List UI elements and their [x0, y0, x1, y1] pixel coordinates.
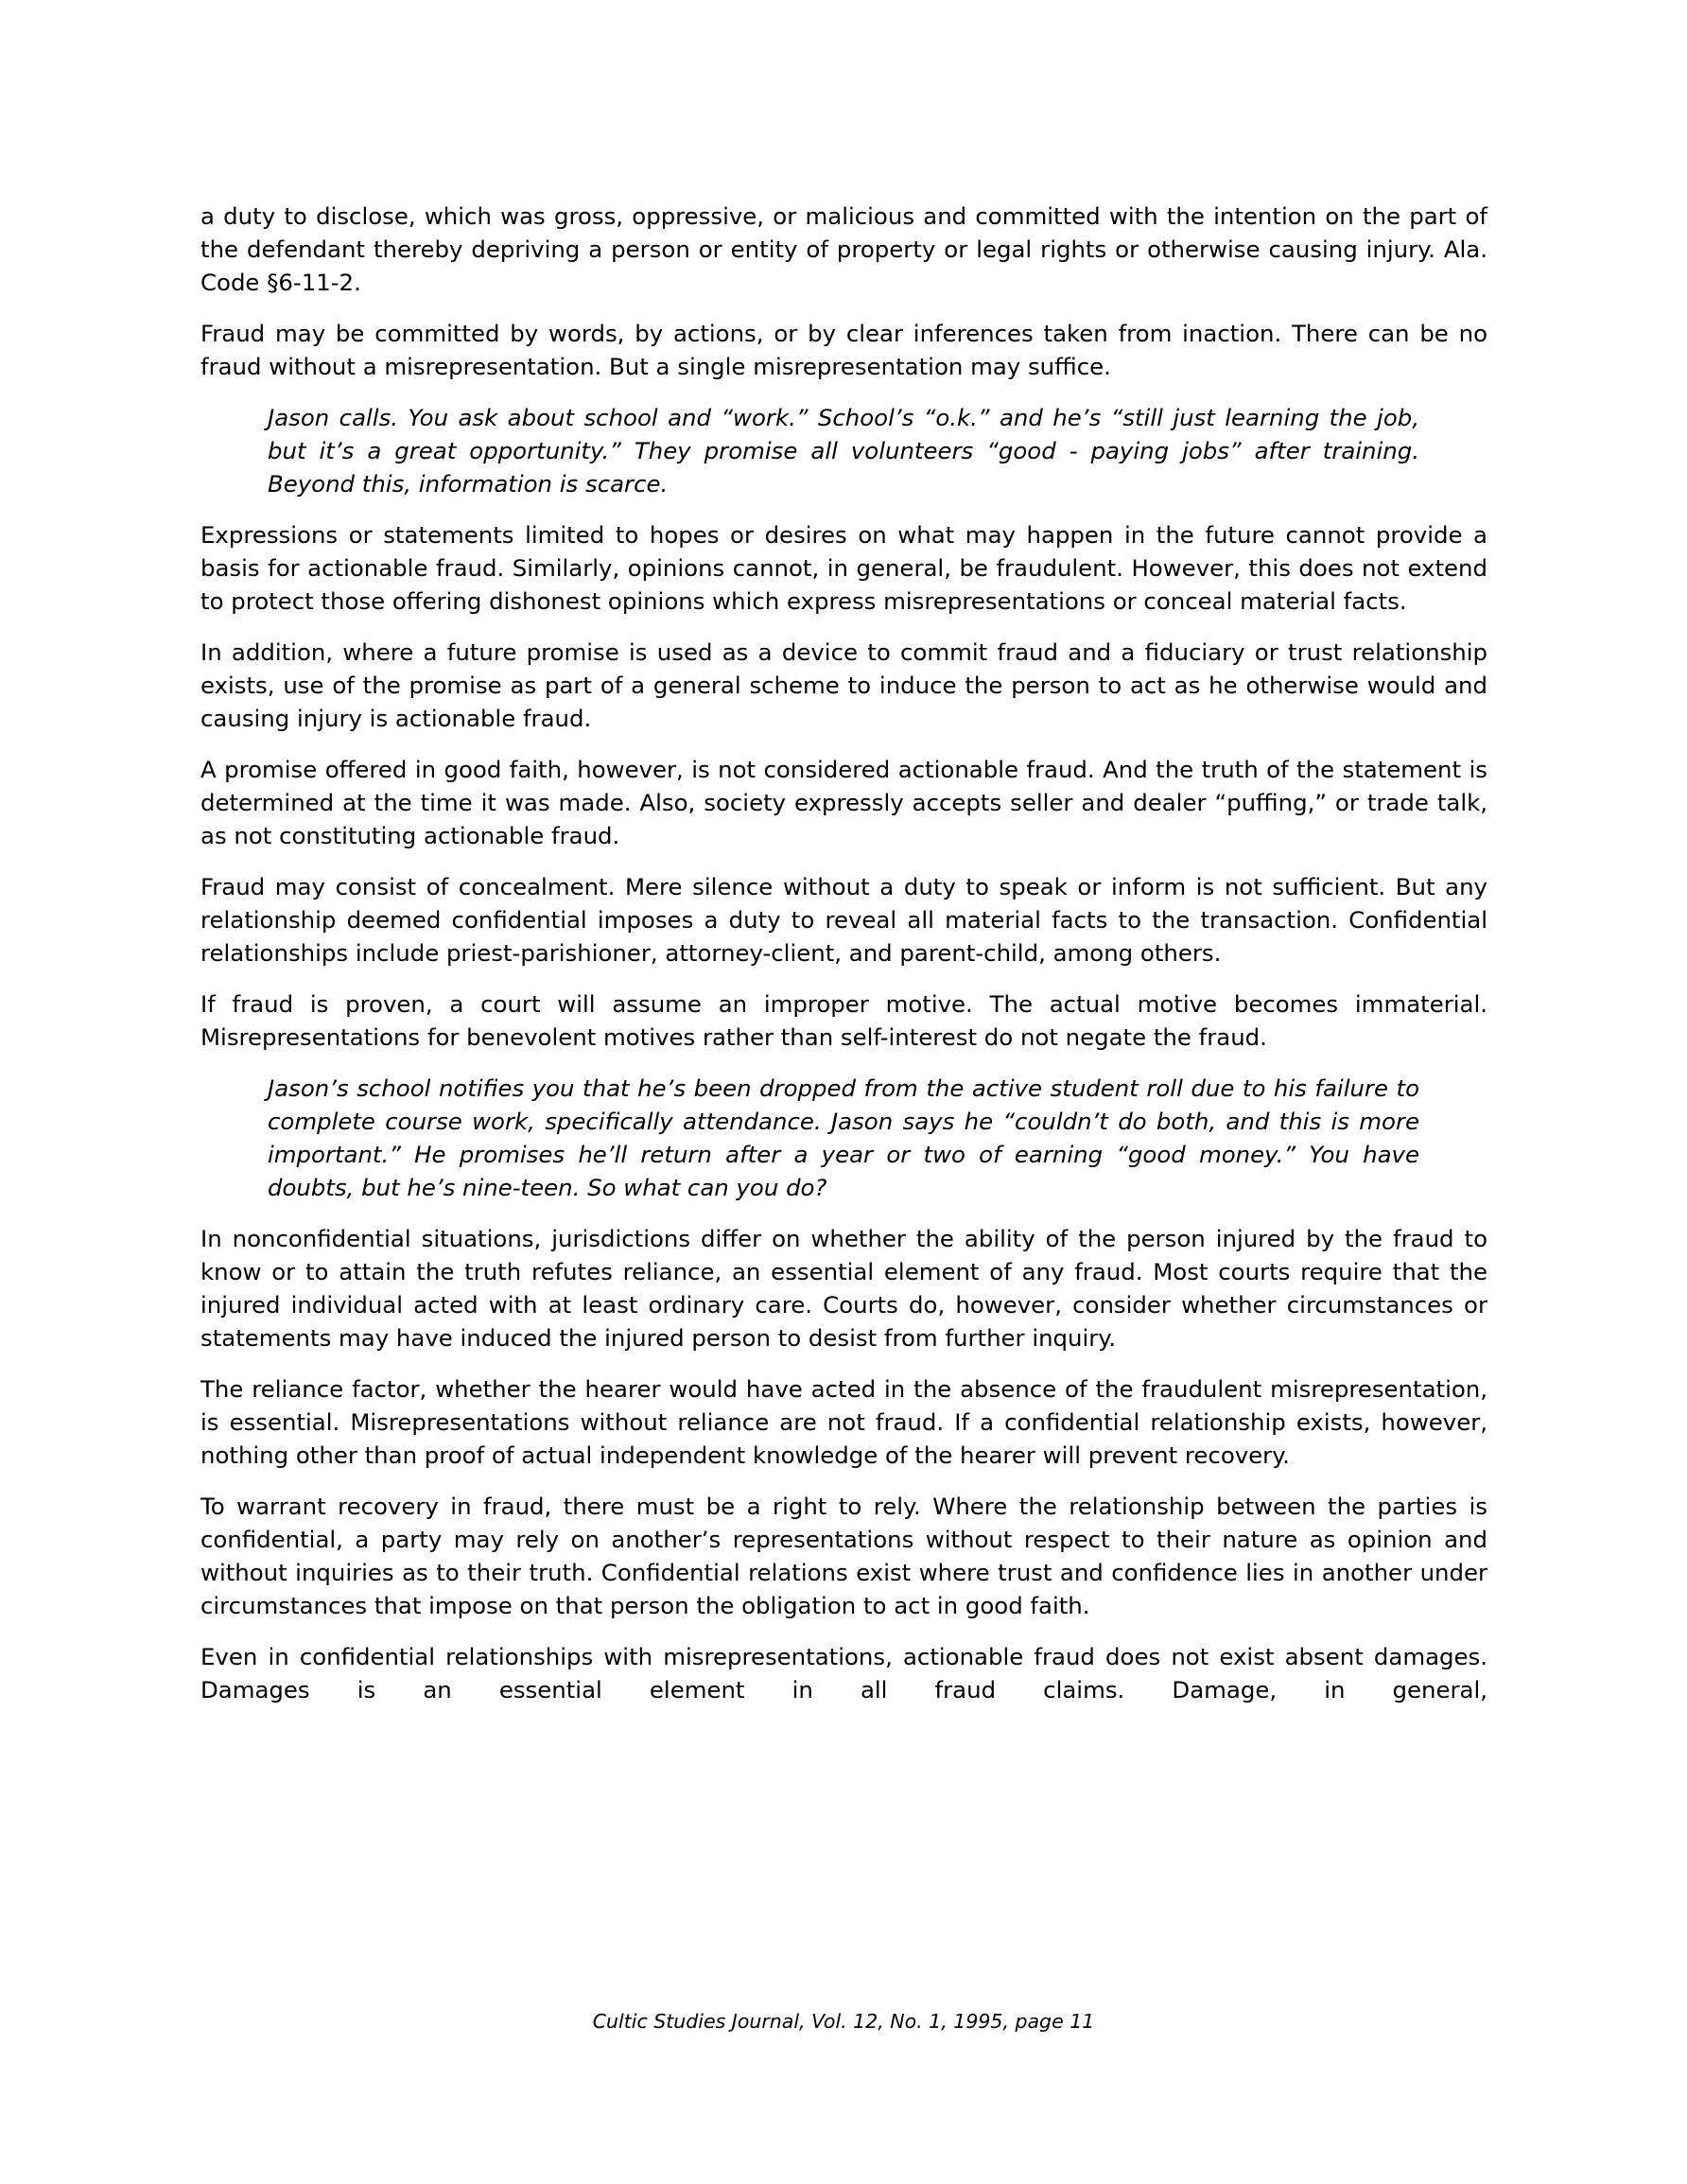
paragraph-damages: Even in confidential relationships with misrepresentations, actionable fraud does not exist absent damages. Damages is an essential element in all fraud claims. Damage, in general,: [200, 1643, 1487, 1704]
paragraph-fraud-by-words: Fraud may be committed by words, by actions, or by clear inferences taken from inaction. There can be no fraud without a misrepresentation. But a single misrepresentation may suffice.: [200, 320, 1487, 380]
paragraph-concealment: Fraud may consist of concealment. Mere silence without a duty to speak or inform is not sufficient. But any relationship deemed confidential imposes a duty to reveal all material facts to the transaction. Confidential relationships include priest-parishioner, attorney-client, and parent-child, among others.: [200, 873, 1487, 967]
paragraph-future-promise: In addition, where a future promise is used as a device to commit fraud and a fiduciary or trust relationship exists, use of the promise as part of a general scheme to induce the person to act as he otherwise would and causing injury is actionable fraud.: [200, 638, 1487, 732]
paragraph-expressions-opinions: Expressions or statements limited to hopes or desires on what may happen in the future cannot provide a basis for actionable fraud. Similarly, opinions cannot, in general, be fraudulent. However, this does not extend to protect those offering dishonest opinions which express misrepresentations or conceal material facts.: [200, 521, 1487, 615]
paragraph-reliance-factor: The reliance factor, whether the hearer would have acted in the absence of the fraudulent misrepresentation, is essential. Misrepresentations without reliance are not fraud. If a confidential relationship exists, however, nothing other than proof of actual independent knowledge of the hearer will prevent recovery.: [200, 1375, 1487, 1469]
case-example-jason-dropped: Jason’s school notifies you that he’s been dropped from the active student roll due to his failure to complete course work, specifically attendance. Jason says he “couldn’t do both, and this is more important.” He promises he’ll return after a year or two of earning “good money.” You have doubts, but he’s nine-teen. So what can you do?: [268, 1075, 1419, 1201]
paragraph-right-to-rely: To warrant recovery in fraud, there must be a right to rely. Where the relationship between the parties is confidential, a party may rely on another’s representations without respect to their nature as opinion and without inquiries as to their truth. Confidential relations exist where trust and confidence lies in another under circumstances that impose on that person the obligation to act in good faith.: [200, 1493, 1487, 1619]
paragraph-duty-to-disclose: a duty to disclose, which was gross, oppressive, or malicious and committed with the intention on the part of the defendant thereby depriving a person or entity of property or legal rights or otherwise causing injury. Ala. Code §6-11-2.: [200, 202, 1487, 296]
case-example-jason-calls: Jason calls. You ask about school and “work.” School’s “o.k.” and he’s “still just learning the job, but it’s a great opportunity.” They promise all volunteers “good - paying jobs” after training. Beyond this, information is scarce.: [268, 404, 1419, 498]
page-footer-citation: Cultic Studies Journal, Vol. 12, No. 1, 1995, page 11: [592, 2010, 1095, 2033]
paragraph-nonconfidential-situations: In nonconfidential situations, jurisdictions differ on whether the ability of the person injured by the fraud to know or to attain the truth refutes reliance, an essential element of any fraud. Most courts require that the injured individual acted with at least ordinary care. Courts do, however, consider whether circumstances or statements may have induced the injured person to desist from further inquiry.: [200, 1225, 1487, 1352]
paragraph-good-faith-promise: A promise offered in good faith, however, is not considered actionable fraud. And the truth of the statement is determined at the time it was made. Also, society expressly accepts seller and dealer “puffing,” or trade talk, as not constituting actionable fraud.: [200, 756, 1487, 849]
paragraph-improper-motive: If fraud is proven, a court will assume an improper motive. The actual motive becomes immaterial. Misrepresentations for benevolent motives rather than self-interest do not negate the fraud.: [200, 990, 1487, 1051]
document-body: [200, 200, 1487, 1706]
